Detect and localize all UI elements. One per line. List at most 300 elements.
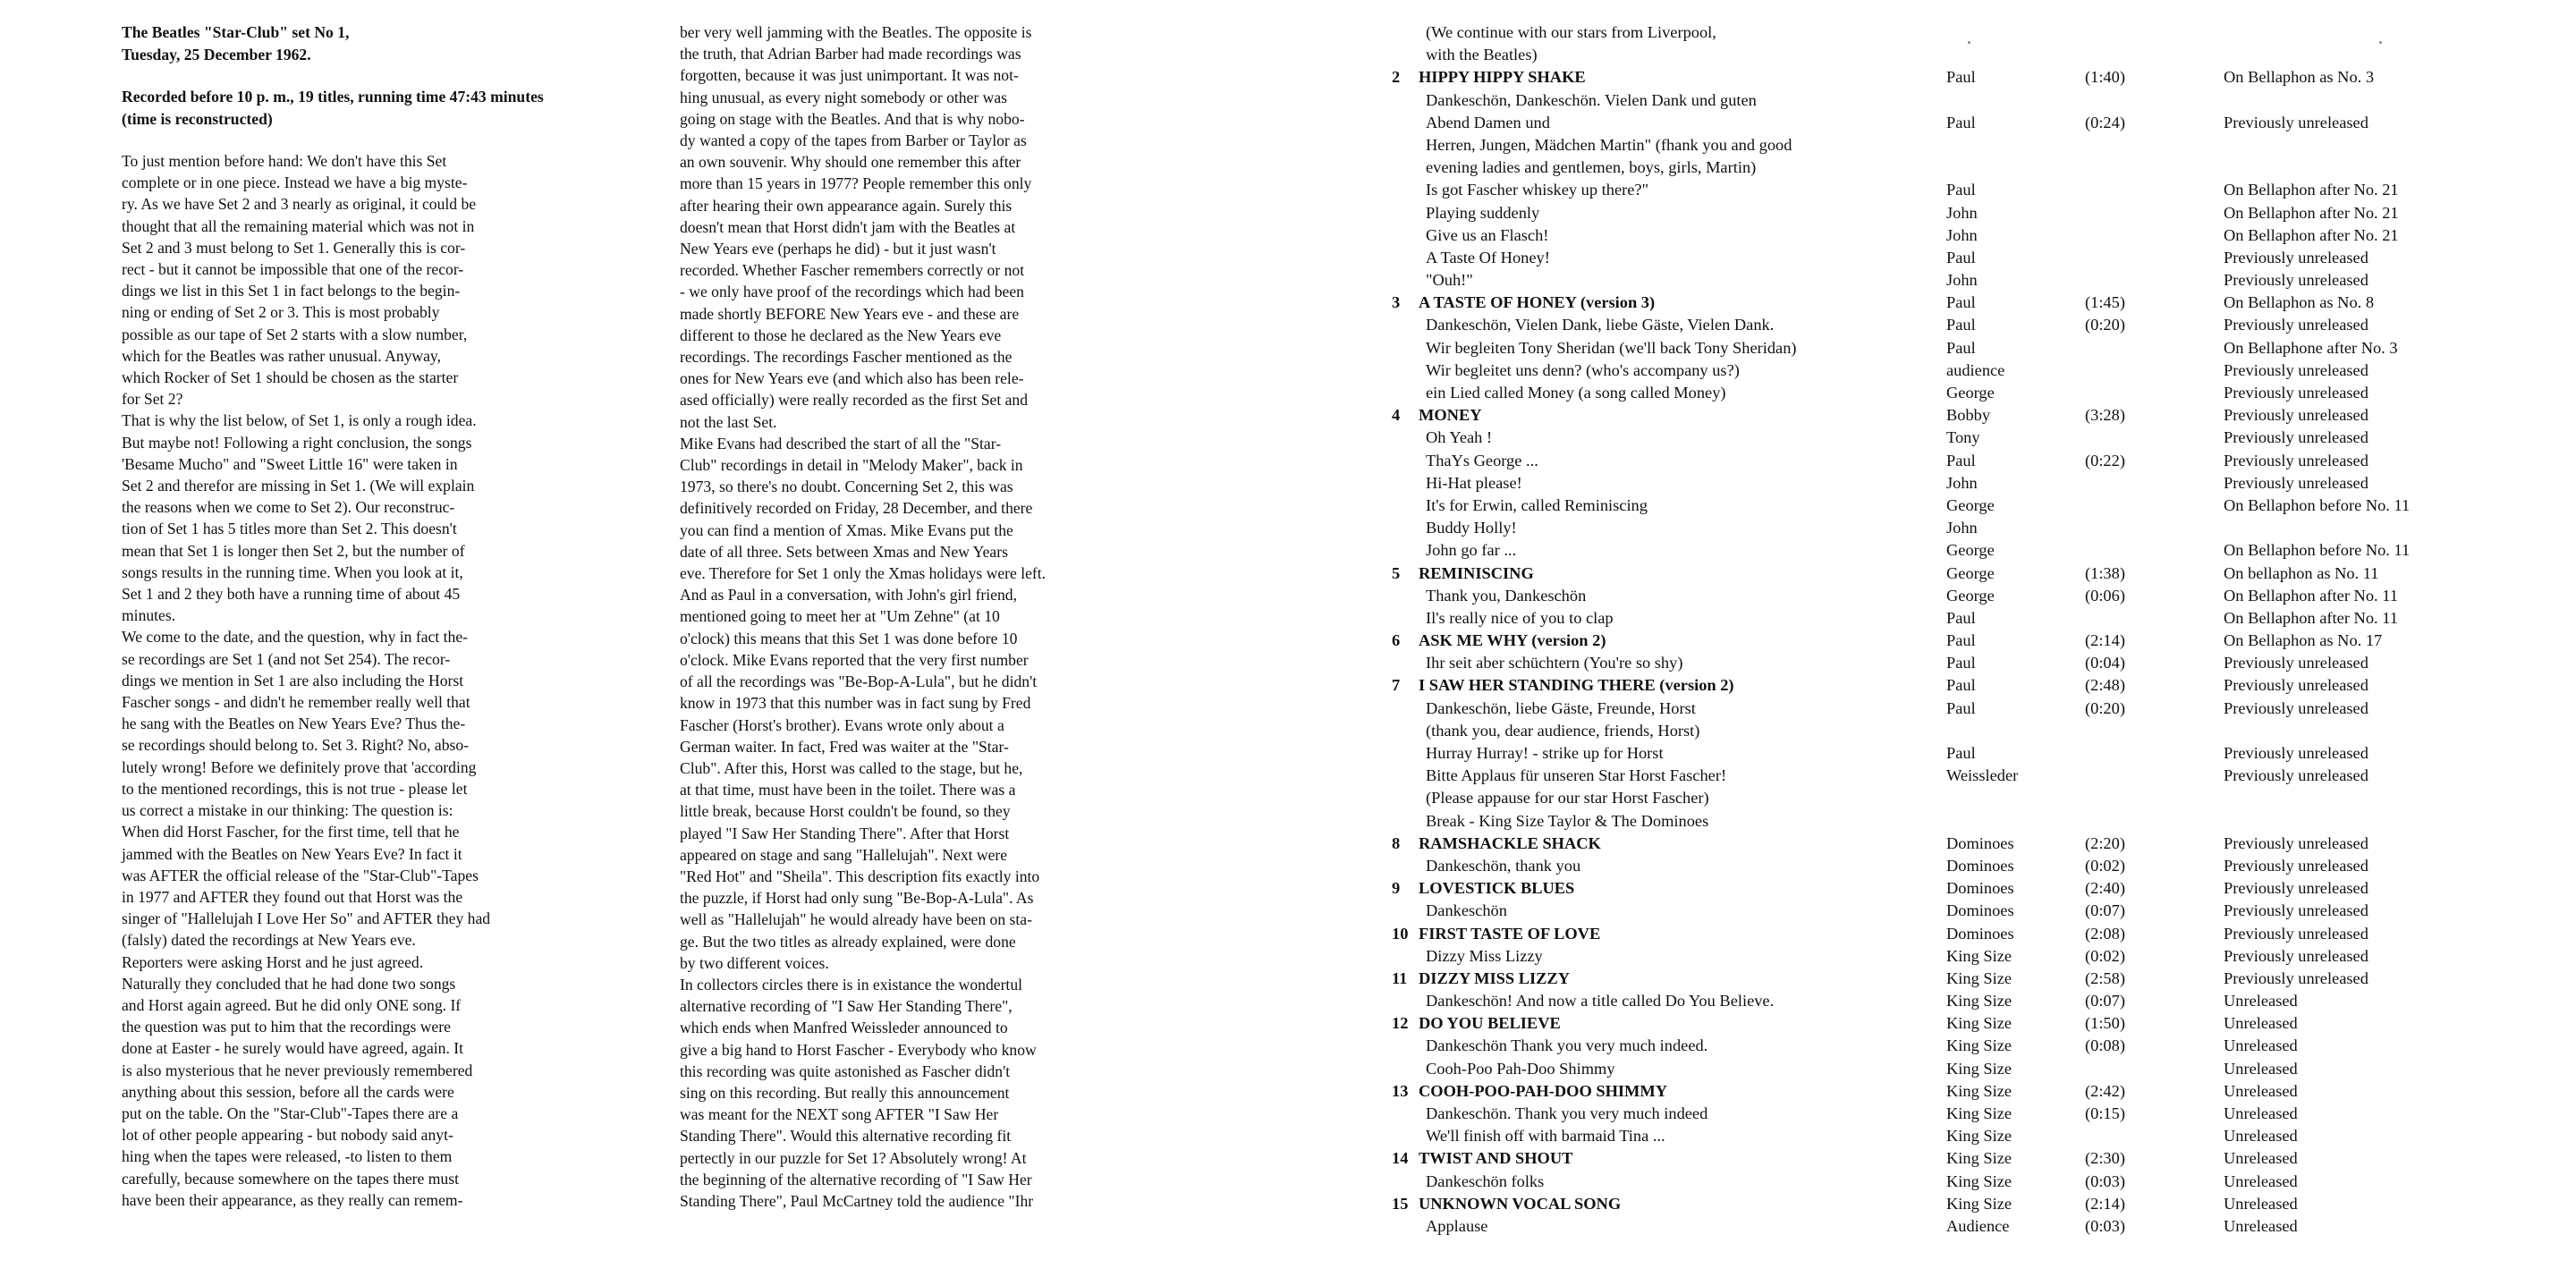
track-title: Dankeschön! And now a title called Do You Believe. [1426, 992, 1775, 1011]
body-text-line: mentioned going to meet her at "Um Zehne" (at 10 [680, 607, 1000, 626]
track-duration: (2:20) [2085, 833, 2125, 852]
track-artist: John [1946, 225, 1978, 244]
body-text-line: sing on this recording. But really this announcement [680, 1083, 1010, 1102]
release-note: Previously unreleased [2224, 676, 2368, 695]
body-text-line: to the mentioned recordings, this is not true - please let [122, 779, 468, 798]
track-artist: Dominoes [1946, 856, 2014, 875]
track-duration: (1:50) [2085, 1014, 2125, 1033]
body-text-line: - we only have proof of the recordings which had been [680, 283, 1024, 301]
body-text-line: possible as our tape of Set 2 starts with a slow number, [122, 325, 468, 343]
body-text-line: rect - but it cannot be impossible that one of the recor- [122, 260, 464, 279]
body-text-line: this recording was quite astonished as Fascher didn't [680, 1061, 1011, 1080]
announcement-row [1392, 337, 2537, 359]
body-text-line: eve. Therefore for Set 1 only the Xmas holidays were left. [680, 564, 1046, 583]
release-note: On Bellaphon after No. 21 [2224, 181, 2399, 199]
track-duration: (0:02) [2085, 946, 2125, 965]
track-artist: King Size [1946, 1036, 2012, 1055]
release-note: Previously unreleased [2224, 451, 2368, 469]
track-artist: Paul [1946, 113, 1976, 131]
track-title: ein Lied called Money (a song called Money) [1426, 384, 1726, 402]
announcement-row [1392, 765, 2537, 787]
announcement-row [1392, 607, 2537, 630]
body-text-line: "Red Hot" and "Sheila". This description fits exactly into [680, 867, 1040, 885]
announcement-row [1392, 1103, 2537, 1125]
track-title: HIPPY HIPPY SHAKE [1419, 68, 1586, 87]
track-duration: (2:58) [2085, 968, 2125, 987]
track-title: Abend Damen und [1426, 113, 1550, 131]
track-duration: (0:20) [2085, 316, 2125, 334]
body-text-line: the reasons when we come to Set 2). Our reconstruc- [122, 498, 455, 517]
release-note: Unreleased [2224, 1104, 2298, 1122]
track-title: evening ladies and gentlemen, boys, girls, Martin) [1426, 158, 1757, 177]
release-note: Previously unreleased [2224, 946, 2368, 965]
body-text-line: mean that Set 1 is longer then Set 2, but the number of [122, 541, 465, 560]
body-text-line: the beginning of the alternative recording of "I Saw Her [680, 1170, 1032, 1188]
body-text-line: not the last Set. [680, 412, 777, 431]
body-text-line: lot of other people appearing - but nobody said anyt- [122, 1126, 453, 1145]
track-number: 15 [1392, 1194, 1409, 1213]
track-title: Bitte Applaus für unseren Star Horst Fascher! [1426, 766, 1727, 785]
track-duration: (0:08) [2085, 1036, 2125, 1055]
track-artist: Paul [1946, 316, 1976, 334]
announcement-row [1392, 517, 2537, 539]
tracklist-rows [1392, 66, 2537, 1238]
track-duration: (0:04) [2085, 654, 2125, 672]
left-page-column-2 [680, 21, 1145, 1212]
intro-text: with the Beatles) [1426, 46, 1538, 64]
track-row [1392, 833, 2537, 855]
track-number: 12 [1392, 1014, 1409, 1033]
track-duration: (0:02) [2085, 856, 2125, 875]
body-text-line: have been their appearance, as they really can remem- [122, 1190, 463, 1209]
body-text-line: hing unusual, as every night somebody or other was [680, 88, 1007, 106]
body-text-line: done at Easter - he surely would have agreed, again. It [122, 1039, 464, 1058]
body-text-line: which for the Beatles was rather unusual. Anyway, [122, 346, 441, 365]
announcement-row [1392, 585, 2537, 607]
announcement-row [1392, 495, 2537, 517]
track-title: LOVESTICK BLUES [1419, 879, 1575, 898]
track-title: FIRST TASTE OF LOVE [1419, 924, 1601, 943]
release-note: Previously unreleased [2224, 113, 2368, 131]
body-text-line: Naturally they concluded that he had done two songs [122, 974, 456, 993]
document-title-line-2: Tuesday, 25 December 1962. [122, 46, 311, 63]
track-title: DO YOU BELIEVE [1419, 1014, 1561, 1033]
announcement-row [1392, 224, 2537, 247]
track-title: Dankeschön, thank you [1426, 856, 1581, 875]
announcement-row [1392, 720, 2537, 742]
track-title: Herren, Jungen, Mädchen Martin" (fhank you and good [1426, 135, 1792, 154]
track-row [1392, 674, 2537, 697]
track-number: 13 [1392, 1081, 1409, 1100]
track-title: I SAW HER STANDING THERE (version 2) [1419, 676, 1734, 695]
track-artist: Dominoes [1946, 879, 2014, 898]
track-number: 5 [1392, 563, 1401, 582]
body-text-line: Club". After this, Horst was called to the stage, but he, [680, 758, 1023, 777]
track-title: Dankeschön, liebe Gäste, Freunde, Horst [1426, 698, 1696, 717]
track-duration: (0:07) [2085, 901, 2125, 920]
body-text-line: Set 1 and 2 they both have a running time of about 45 [122, 585, 461, 604]
track-artist: Paul [1946, 676, 1976, 695]
body-text-line: carefully, because somewhere on the tapes there must [122, 1169, 459, 1188]
track-artist: King Size [1946, 1104, 2012, 1122]
body-text-line: Set 2 and 3 must belong to Set 1. Generally this is cor- [122, 238, 466, 257]
release-note: On Bellaphon after No. 21 [2224, 225, 2399, 244]
body-text-line: ge. But the two titles as already explained, were done [680, 932, 1016, 951]
track-duration: (0:06) [2085, 586, 2125, 605]
track-title: Hurray Hurray! - strike up for Horst [1426, 744, 1664, 762]
tracklist-intro-line [1392, 44, 2537, 66]
track-artist: Paul [1946, 744, 1976, 762]
track-row [1392, 968, 2537, 990]
release-note: Previously unreleased [2224, 473, 2368, 492]
body-text-line: se recordings are Set 1 (and not Set 254). The recor- [122, 649, 451, 668]
announcement-row [1392, 1215, 2537, 1238]
release-note: Previously unreleased [2224, 360, 2368, 379]
release-note: Previously unreleased [2224, 406, 2368, 425]
announcement-row [1392, 945, 2537, 968]
announcement-row [1392, 990, 2537, 1012]
tracklist-intro [1392, 21, 2537, 66]
body-text-line: ning or ending of Set 2 or 3. This is most probably [122, 303, 440, 322]
track-title: Ihr seit aber schüchtern (You're so shy) [1426, 654, 1683, 672]
release-note: Previously unreleased [2224, 248, 2368, 266]
body-text-line: give a big hand to Horst Fascher - Everybody who know [680, 1040, 1037, 1059]
release-note: On bellaphon as No. 11 [2224, 563, 2379, 582]
body-text-line: know in 1973 that this number was in fact sung by Fred [680, 694, 1031, 713]
announcement-row [1392, 382, 2537, 404]
tracklist-intro-line [1392, 21, 2537, 44]
track-title: ASK ME WHY (version 2) [1419, 631, 1606, 650]
announcement-row [1392, 112, 2537, 134]
release-note: Previously unreleased [2224, 384, 2368, 402]
track-row [1392, 1080, 2537, 1103]
body-text-line: put on the table. On the "Star-Club"-Tapes there are a [122, 1104, 459, 1122]
track-title: A TASTE OF HONEY (version 3) [1419, 293, 1656, 312]
track-title: John go far ... [1426, 541, 1517, 560]
release-note: Unreleased [2224, 1014, 2298, 1033]
track-duration: (0:24) [2085, 113, 2125, 131]
body-text-line: ased officially) were really recorded as the first Set and [680, 391, 1029, 410]
release-note: On Bellaphon as No. 8 [2224, 293, 2375, 312]
track-duration: (1:45) [2085, 293, 2125, 312]
track-number: 8 [1392, 833, 1401, 852]
track-title: Break - King Size Taylor & The Dominoes [1426, 811, 1709, 830]
scan-speck [1968, 41, 1970, 44]
body-text-line: was meant for the NEXT song AFTER "I Saw Her [680, 1105, 999, 1124]
track-title: COOH-POO-PAH-DOO SHIMMY [1419, 1081, 1668, 1100]
announcement-row [1392, 314, 2537, 336]
track-artist: Paul [1946, 608, 1976, 627]
track-number: 2 [1392, 68, 1401, 87]
body-text-line: for Set 2? [122, 390, 183, 409]
track-title: Applause [1426, 1216, 1488, 1235]
release-note: Unreleased [2224, 1171, 2298, 1190]
release-note: Previously unreleased [2224, 428, 2368, 447]
body-text-line: dings we list in this Set 1 in fact belongs to the begin- [122, 282, 461, 300]
announcement-row [1392, 269, 2537, 292]
left-page-column-1 [122, 21, 658, 1211]
release-note: Unreleased [2224, 1059, 2298, 1078]
track-number: 4 [1392, 406, 1401, 425]
body-text-line: complete or in one piece. Instead we have a big myste- [122, 173, 468, 192]
track-duration: (2:14) [2085, 631, 2125, 650]
track-row [1392, 562, 2537, 585]
track-title: Dankeschön, Vielen Dank, liebe Gäste, Vielen Dank. [1426, 316, 1775, 334]
announcement-row [1392, 698, 2537, 720]
body-text-line: anything about this session, before all the cards were [122, 1082, 454, 1101]
body-text-line: was AFTER the official release of the "Star-Club"-Tapes [122, 866, 479, 884]
track-duration: (0:22) [2085, 451, 2125, 469]
track-row [1392, 1012, 2537, 1035]
body-text-line: 'Besame Mucho" and "Sweet Little 16" were taken in [122, 454, 458, 473]
body-text-line: ber very well jamming with the Beatles. The opposite is [680, 23, 1032, 41]
announcement-row [1392, 652, 2537, 674]
body-text-line: appeared on stage and sang "Hallelujah". Next were [680, 845, 1008, 864]
body-text-line: different to those he declared as the New Years eve [680, 326, 1002, 344]
body-text-line: is also mysterious that he never previously remembered [122, 1061, 473, 1079]
track-title: RAMSHACKLE SHACK [1419, 833, 1601, 852]
track-duration: (2:14) [2085, 1194, 2125, 1213]
track-title: UNKNOWN VOCAL SONG [1419, 1194, 1622, 1213]
track-artist: Paul [1946, 654, 1976, 672]
track-artist: King Size [1946, 968, 2012, 987]
release-note: On Bellaphon after No. 11 [2224, 586, 2398, 605]
track-row [1392, 404, 2537, 427]
body-text-line: which ends when Manfred Weissleder announced to [680, 1019, 1008, 1037]
track-duration: (2:40) [2085, 879, 2125, 898]
body-text-line: lutely wrong! Before we definitely prove that 'according [122, 757, 477, 776]
body-text-line: little break, because Horst couldn't be found, so they [680, 802, 1011, 821]
body-text-line: songs results in the running time. When you look at it, [122, 562, 463, 581]
track-number: 14 [1392, 1149, 1409, 1168]
column-1-body-text [122, 150, 658, 1211]
body-text-line: ones for New Years eve (and which also has been rele- [680, 369, 1024, 388]
body-text-line: And as Paul in a conversation, with John's girl friend, [680, 586, 1017, 605]
track-artist: Paul [1946, 338, 1976, 357]
release-note: Unreleased [2224, 1149, 2298, 1168]
document-title-line-1: The Beatles "Star-Club" set No 1, [122, 23, 350, 41]
body-text-line: doesn't mean that Horst didn't jam with the Beatles at [680, 217, 1016, 236]
track-duration: (0:07) [2085, 992, 2125, 1011]
release-note: On Bellaphone after No. 3 [2224, 338, 2398, 357]
track-title: Thank you, Dankeschön [1426, 586, 1587, 605]
track-number: 7 [1392, 676, 1401, 695]
track-row [1392, 292, 2537, 314]
track-artist: George [1946, 563, 1995, 582]
track-artist: King Size [1946, 992, 2012, 1011]
body-text-line: date of all three. Sets between Xmas and New Years [680, 542, 1008, 561]
release-note: Unreleased [2224, 992, 2298, 1011]
track-number: 9 [1392, 879, 1401, 898]
track-duration: (1:38) [2085, 563, 2125, 582]
release-note: On Bellaphon as No. 3 [2224, 68, 2375, 87]
body-text-line: after hearing their own appearance again. Surely this [680, 196, 1013, 215]
track-duration: (2:30) [2085, 1149, 2125, 1168]
body-text-line: German waiter. In fact, Fred was waiter at the "Star- [680, 737, 1009, 756]
body-text-line: When did Horst Fascher, for the first time, tell that he [122, 823, 460, 841]
track-artist: Audience [1946, 1216, 2010, 1235]
track-artist: King Size [1946, 1171, 2012, 1190]
body-text-line: Reporters were asking Horst and he just agreed. [122, 952, 424, 971]
track-duration: (2:08) [2085, 924, 2125, 943]
body-text-line: forgotten, because it was just unimportant. It was not- [680, 66, 1019, 85]
track-artist: Weissleder [1946, 766, 2019, 785]
body-text-line: ry. As we have Set 2 and 3 nearly as original, it could be [122, 195, 477, 214]
track-title: Wir begleiten Tony Sheridan (we'll back Tony Sheridan) [1426, 338, 1797, 357]
document-subtitle-line-1: Recorded before 10 p. m., 19 titles, running time 47:43 minutes [122, 88, 544, 106]
track-artist: John [1946, 271, 1978, 290]
track-title: (Please appause for our star Horst Fascher) [1426, 789, 1709, 808]
announcement-row [1392, 179, 2537, 201]
announcement-row [1392, 1035, 2537, 1057]
announcement-row [1392, 810, 2537, 833]
track-title: Playing suddenly [1426, 203, 1540, 222]
track-title: Wir begleitet uns denn? (who's accompany us?) [1426, 360, 1740, 379]
track-row [1392, 1147, 2537, 1170]
track-duration: (0:15) [2085, 1104, 2125, 1122]
release-note: Unreleased [2224, 1127, 2298, 1146]
track-artist: Paul [1946, 68, 1976, 87]
body-text-line: an own souvenir. Why should one remember this after [680, 153, 1021, 172]
body-text-line: pertectly in our puzzle for Set 1? Absolutely wrong! At [680, 1148, 1027, 1167]
scan-speck [2379, 41, 2382, 44]
body-text-line: o'clock. Mike Evans reported that the very first number [680, 650, 1029, 669]
track-title: MONEY [1419, 406, 1482, 425]
body-text-line: Standing There". Would this alternative recording fit [680, 1127, 1012, 1146]
track-title: REMINISCING [1419, 563, 1534, 582]
release-note: Unreleased [2224, 1216, 2298, 1235]
body-text-line: and Horst again agreed. But he did only ONE song. If [122, 995, 462, 1014]
body-text-line: New Years eve (perhaps he did) - but it just wasn't [680, 240, 996, 258]
announcement-row [1392, 472, 2537, 495]
track-artist: King Size [1946, 1059, 2012, 1078]
body-text-line: alternative recording of "I Saw Her Standing There", [680, 997, 1013, 1016]
body-text-line: dy wanted a copy of the tapes from Barber or Taylor as [680, 131, 1027, 150]
track-artist: King Size [1946, 1081, 2012, 1100]
track-artist: John [1946, 519, 1978, 537]
body-text-line: which Rocker of Set 1 should be chosen as the starter [122, 368, 459, 387]
track-row [1392, 66, 2537, 89]
announcement-row [1392, 247, 2537, 269]
body-text-line: singer of "Hallelujah I Love Her So" and AFTER they had [122, 909, 491, 928]
track-title: Dankeschön, Dankeschön. Vielen Dank und guten [1426, 90, 1757, 109]
track-duration: (0:03) [2085, 1171, 2125, 1190]
body-text-line: Fascher (Horst's brother). Evans wrote only about a [680, 715, 1004, 734]
release-note: Previously unreleased [2224, 968, 2368, 987]
release-note: On Bellaphon after No. 21 [2224, 203, 2399, 222]
column-2-body-text [680, 21, 1145, 1212]
announcement-row [1392, 134, 2537, 156]
track-artist: King Size [1946, 1194, 2012, 1213]
body-text-line: Standing There", Paul McCartney told the audience "Ihr [680, 1191, 1034, 1210]
announcement-row [1392, 427, 2537, 449]
track-title: It's for Erwin, called Reminiscing [1426, 495, 1648, 514]
release-note: Previously unreleased [2224, 924, 2368, 943]
track-artist: John [1946, 473, 1978, 492]
track-artist: George [1946, 541, 1995, 560]
track-title: DIZZY MISS LIZZY [1419, 968, 1570, 987]
release-note: On Bellaphon before No. 11 [2224, 541, 2411, 560]
body-text-line: well as "Hallelujah" he would already have been on sta- [680, 910, 1032, 929]
track-artist: Paul [1946, 293, 1976, 312]
body-text-line: the question was put to him that the recordings were [122, 1018, 451, 1036]
release-note: Previously unreleased [2224, 766, 2368, 785]
release-note: On Bellaphon as No. 17 [2224, 631, 2383, 650]
release-note: Previously unreleased [2224, 271, 2368, 290]
body-text-line: dings we mention in Set 1 are also including the Horst [122, 671, 464, 689]
body-text-line: of all the recordings was "Be-Bop-A-Lula", but he didn't [680, 672, 1038, 691]
body-text-line: made shortly BEFORE New Years eve - and these are [680, 304, 1020, 323]
body-text-line: Fascher songs - and didn't he remember really well that [122, 693, 470, 712]
track-artist: audience [1946, 360, 2005, 379]
track-artist: Tony [1946, 428, 1980, 447]
track-title: ThaYs George ... [1426, 451, 1538, 469]
track-artist: King Size [1946, 946, 2012, 965]
track-duration: (3:28) [2085, 406, 2125, 425]
body-text-line: minutes. [122, 606, 176, 625]
track-artist: Bobby [1946, 406, 1991, 425]
body-text-line: Mike Evans had described the start of all the "Star- [680, 434, 1002, 452]
track-artist: George [1946, 384, 1995, 402]
release-note: Previously unreleased [2224, 698, 2368, 717]
track-title: TWIST AND SHOUT [1419, 1149, 1573, 1168]
body-text-line: Set 2 and therefor are missing in Set 1. (We will explain [122, 477, 475, 495]
body-text-line: you can find a mention of Xmas. Mike Evans put the [680, 520, 1013, 539]
track-title: Dankeschön Thank you very much indeed. [1426, 1036, 1708, 1055]
track-row [1392, 630, 2537, 652]
body-text-line: more than 15 years in 1977? People remember this only [680, 174, 1032, 193]
document-subtitle-line-2: (time is reconstructed) [122, 110, 273, 128]
body-text-line: definitively recorded on Friday, 28 December, and there [680, 499, 1033, 518]
body-text-line: tion of Set 1 has 5 titles more than Set 2. This doesn't [122, 520, 457, 538]
body-text-line: the truth, that Adrian Barber had made recordings was [680, 45, 1021, 63]
announcement-row [1392, 1171, 2537, 1193]
announcement-row [1392, 156, 2537, 179]
release-note: Previously unreleased [2224, 901, 2368, 920]
release-note: Unreleased [2224, 1194, 2298, 1213]
track-row [1392, 1193, 2537, 1215]
release-note: Previously unreleased [2224, 744, 2368, 762]
body-text-line: To just mention before hand: We don't have this Set [122, 152, 447, 170]
release-note: On Bellaphon after No. 11 [2224, 608, 2398, 627]
release-note: Previously unreleased [2224, 316, 2368, 334]
track-duration: (1:40) [2085, 68, 2125, 87]
track-artist: Paul [1946, 631, 1976, 650]
body-text-line: recorded. Whether Fascher remembers correctly or not [680, 261, 1025, 280]
track-artist: Dominoes [1946, 924, 2014, 943]
track-artist: George [1946, 495, 1995, 514]
track-title: Give us an Flasch! [1426, 225, 1549, 244]
body-text-line: Club" recordings in detail in "Melody Maker", back in [680, 456, 1023, 475]
track-artist: King Size [1946, 1014, 2012, 1033]
track-title: Is got Fascher whiskey up there?" [1426, 181, 1649, 199]
track-title: A Taste Of Honey! [1426, 248, 1550, 266]
track-artist: Paul [1946, 181, 1976, 199]
track-artist: King Size [1946, 1127, 2012, 1146]
body-text-line: In collectors circles there is in existance the wondertul [680, 975, 1023, 994]
release-note: Previously unreleased [2224, 856, 2368, 875]
track-title: Dankeschön. Thank you very much indeed [1426, 1104, 1708, 1122]
body-text-line: the puzzle, if Horst had only sung "Be-Bop-A-Lula". As [680, 889, 1034, 908]
body-text-line: o'clock) this means that this Set 1 was done before 10 [680, 629, 1018, 647]
track-number: 10 [1392, 924, 1409, 943]
track-title: (thank you, dear audience, friends, Horst) [1426, 721, 1700, 740]
track-artist: Paul [1946, 698, 1976, 717]
announcement-row [1392, 1058, 2537, 1080]
body-text-line: hing when the tapes were released, -to listen to them [122, 1147, 453, 1166]
track-duration: (2:48) [2085, 676, 2125, 695]
track-duration: (0:03) [2085, 1216, 2125, 1235]
